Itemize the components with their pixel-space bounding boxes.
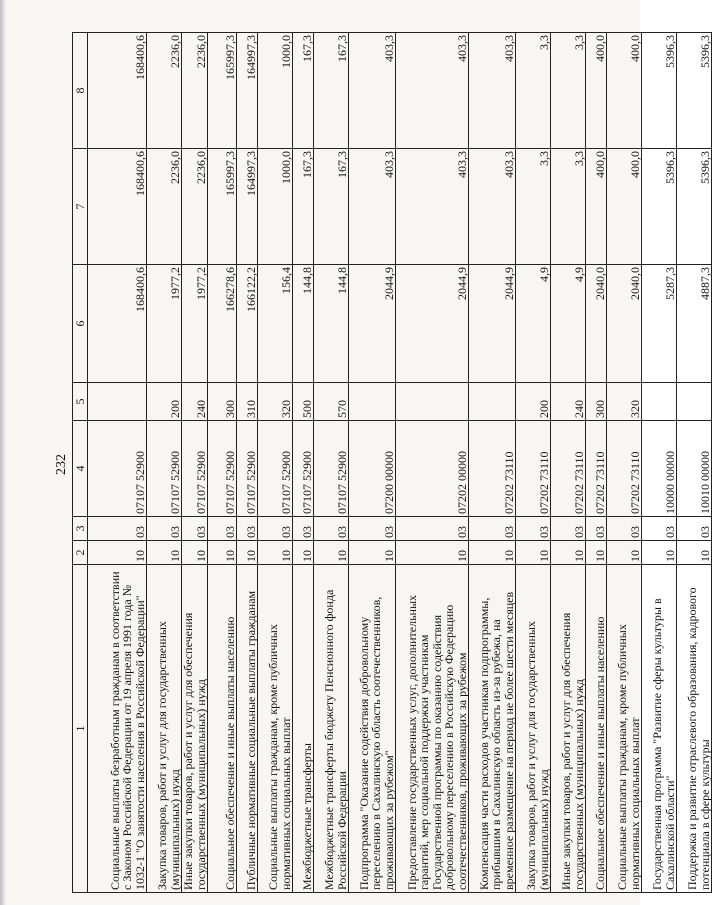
amount-col6-cell: 2044,9 [349, 265, 396, 383]
section-code-cell: 10 [607, 541, 642, 565]
amount-col7-cell: 403,3 [469, 149, 516, 265]
expense-type-cell: 320 [258, 383, 293, 421]
section-code-cell: 10 [293, 541, 314, 565]
row-name-cell: Социальные выплаты безработным гражданам в соответствии с Законом Российской Федерации от 19 апреля 1991 года № 1032-1 "О занятости населения в Российской Федерации" [88, 565, 147, 893]
table-row [469, 33, 516, 893]
table-row [586, 33, 607, 893]
table-row [677, 33, 712, 893]
table-row [607, 33, 642, 893]
target-article-cell: 10010 00000 [677, 421, 712, 517]
expense-type-cell: 240 [182, 383, 208, 421]
row-name-cell: Публичные нормативные социальные выплаты гражданам [237, 565, 258, 893]
table-row [237, 33, 258, 893]
table-row [147, 33, 182, 893]
subsection-code-cell: 03 [208, 517, 237, 541]
table-row [516, 33, 551, 893]
subsection-code-cell: 03 [586, 517, 607, 541]
subsection-code-cell: 03 [314, 517, 349, 541]
row-name-cell: Подпрограмма "Оказание содействия добровольному переселению в Сахалинскую область соотечественников, проживающих за рубежом" [349, 565, 396, 893]
table-row [642, 33, 677, 893]
target-article-cell: 07202 00000 [396, 421, 469, 517]
row-name-cell: Иные закупки товаров, работ и услуг для обеспечения государственных (муниципальных) нужд [551, 565, 586, 893]
header-cell: 3 [73, 517, 88, 541]
amount-col8-cell: 165997,3 [208, 33, 237, 149]
section-code-cell: 10 [677, 541, 712, 565]
amount-col7-cell: 400,0 [586, 149, 607, 265]
target-article-cell: 07107 52900 [293, 421, 314, 517]
row-name-cell: Социальное обеспечение и иные выплаты населению [208, 565, 237, 893]
row-name-cell: Закупка товаров, работ и услуг для государственных (муниципальных) нужд [516, 565, 551, 893]
section-code-cell: 10 [349, 541, 396, 565]
amount-col6-cell: 1977,2 [182, 265, 208, 383]
table-row [208, 33, 237, 893]
target-article-cell: 07107 52900 [88, 421, 147, 517]
expense-type-cell: 240 [551, 383, 586, 421]
section-code-cell: 10 [642, 541, 677, 565]
amount-col7-cell: 167,3 [293, 149, 314, 265]
amount-col6-cell: 2040,0 [586, 265, 607, 383]
section-code-cell: 10 [182, 541, 208, 565]
row-name-cell: Компенсация части расходов участникам подпрограммы, прибывшим в Сахалинскую область из-за рубежа, на временное размещение на период не более шести месяцев [469, 565, 516, 893]
page-number: 232 [54, 454, 69, 475]
amount-col8-cell: 2236,0 [182, 33, 208, 149]
expense-type-cell: 200 [516, 383, 551, 421]
table-row [349, 33, 396, 893]
table-row [88, 33, 147, 893]
table-row [293, 33, 314, 893]
amount-col6-cell: 2044,9 [396, 265, 469, 383]
amount-col7-cell: 2236,0 [147, 149, 182, 265]
budget-table [72, 32, 712, 893]
amount-col7-cell: 168400,6 [88, 149, 147, 265]
subsection-code-cell: 03 [88, 517, 147, 541]
header-cell: 8 [73, 33, 88, 149]
target-article-cell: 07200 00000 [349, 421, 396, 517]
expense-type-cell [349, 383, 396, 421]
amount-col8-cell: 2236,0 [147, 33, 182, 149]
section-code-cell: 10 [551, 541, 586, 565]
section-code-cell: 10 [147, 541, 182, 565]
binding-shadow [0, 0, 6, 905]
row-name-cell: Социальные выплаты гражданам, кроме публичных нормативных социальных выплат [607, 565, 642, 893]
amount-col8-cell: 3,3 [516, 33, 551, 149]
subsection-code-cell: 03 [349, 517, 396, 541]
amount-col6-cell: 2040,0 [607, 265, 642, 383]
amount-col8-cell: 403,3 [349, 33, 396, 149]
header-cell: 6 [73, 265, 88, 383]
expense-type-cell [469, 383, 516, 421]
table-row [314, 33, 349, 893]
table-row [258, 33, 293, 893]
amount-col8-cell: 5396,3 [642, 33, 677, 149]
row-name-cell: Социальное обеспечение и иные выплаты населению [586, 565, 607, 893]
target-article-cell: 07107 52900 [147, 421, 182, 517]
row-name-cell: Межбюджетные трансферты бюджету Пенсионного фонда Российской Федерации [314, 565, 349, 893]
subsection-code-cell: 03 [677, 517, 712, 541]
expense-type-cell: 310 [237, 383, 258, 421]
amount-col6-cell: 1977,2 [147, 265, 182, 383]
expense-type-cell [677, 383, 712, 421]
subsection-code-cell: 03 [516, 517, 551, 541]
header-cell: 7 [73, 149, 88, 265]
amount-col8-cell: 400,0 [586, 33, 607, 149]
amount-col6-cell: 144,8 [293, 265, 314, 383]
subsection-code-cell: 03 [551, 517, 586, 541]
header-row [73, 33, 88, 893]
amount-col7-cell: 2236,0 [182, 149, 208, 265]
amount-col7-cell: 400,0 [607, 149, 642, 265]
expense-type-cell: 500 [293, 383, 314, 421]
subsection-code-cell: 03 [607, 517, 642, 541]
section-code-cell: 10 [208, 541, 237, 565]
table-body [88, 33, 712, 893]
section-code-cell: 10 [88, 541, 147, 565]
subsection-code-cell: 03 [396, 517, 469, 541]
subsection-code-cell: 03 [293, 517, 314, 541]
table-row [182, 33, 208, 893]
header-cell: 1 [73, 565, 88, 893]
amount-col8-cell: 167,3 [293, 33, 314, 149]
section-code-cell: 10 [396, 541, 469, 565]
amount-col6-cell: 4887,3 [677, 265, 712, 383]
table-row [551, 33, 586, 893]
target-article-cell: 07202 73110 [469, 421, 516, 517]
amount-col6-cell: 5287,3 [642, 265, 677, 383]
expense-type-cell [88, 383, 147, 421]
target-article-cell: 07107 52900 [208, 421, 237, 517]
row-name-cell: Предоставление государственных услуг, дополнительных гарантий, мер социальной поддержки участникам Государственной программы по оказанию содействия добровольному переселению в Российскую Федерацию соотечественников, проживающих за рубежом [396, 565, 469, 893]
amount-col8-cell: 168400,6 [88, 33, 147, 149]
section-code-cell: 10 [237, 541, 258, 565]
amount-col6-cell: 166122,2 [237, 265, 258, 383]
row-name-cell: Поддержка и развитие отраслевого образования, кадрового потенциала в сфере культуры [677, 565, 712, 893]
amount-col8-cell: 400,0 [607, 33, 642, 149]
amount-col8-cell: 3,3 [551, 33, 586, 149]
target-article-cell: 07202 73110 [516, 421, 551, 517]
section-code-cell: 10 [586, 541, 607, 565]
expense-type-cell [642, 383, 677, 421]
expense-type-cell [396, 383, 469, 421]
table-row [396, 33, 469, 893]
section-code-cell: 10 [314, 541, 349, 565]
amount-col8-cell: 5396,3 [677, 33, 712, 149]
subsection-code-cell: 03 [258, 517, 293, 541]
row-name-cell: Межбюджетные трансферты [293, 565, 314, 893]
expense-type-cell: 200 [147, 383, 182, 421]
expense-type-cell: 300 [586, 383, 607, 421]
section-code-cell: 10 [516, 541, 551, 565]
expense-type-cell: 570 [314, 383, 349, 421]
row-name-cell: Иные закупки товаров, работ и услуг для обеспечения государственных (муниципальных) нужд [182, 565, 208, 893]
amount-col7-cell: 5396,3 [642, 149, 677, 265]
section-code-cell: 10 [258, 541, 293, 565]
amount-col7-cell: 165997,3 [208, 149, 237, 265]
target-article-cell: 07202 73110 [551, 421, 586, 517]
section-code-cell: 10 [469, 541, 516, 565]
row-name-cell: Социальные выплаты гражданам, кроме публичных нормативных социальных выплат [258, 565, 293, 893]
amount-col6-cell: 156,4 [258, 265, 293, 383]
amount-col8-cell: 164997,3 [237, 33, 258, 149]
subsection-code-cell: 03 [182, 517, 208, 541]
amount-col7-cell: 164997,3 [237, 149, 258, 265]
target-article-cell: 07107 52900 [182, 421, 208, 517]
subsection-code-cell: 03 [237, 517, 258, 541]
amount-col8-cell: 403,3 [396, 33, 469, 149]
subsection-code-cell: 03 [642, 517, 677, 541]
target-article-cell: 07107 52900 [314, 421, 349, 517]
subsection-code-cell: 03 [469, 517, 516, 541]
amount-col6-cell: 166278,6 [208, 265, 237, 383]
amount-col8-cell: 403,3 [469, 33, 516, 149]
header-cell: 2 [73, 541, 88, 565]
amount-col6-cell: 168400,6 [88, 265, 147, 383]
amount-col6-cell: 144,8 [314, 265, 349, 383]
header-cell: 4 [73, 421, 88, 517]
amount-col7-cell: 403,3 [396, 149, 469, 265]
target-article-cell: 10000 00000 [642, 421, 677, 517]
target-article-cell: 07107 52900 [258, 421, 293, 517]
amount-col6-cell: 4,9 [516, 265, 551, 383]
amount-col6-cell: 4,9 [551, 265, 586, 383]
amount-col7-cell: 1000,0 [258, 149, 293, 265]
amount-col7-cell: 5396,3 [677, 149, 712, 265]
subsection-code-cell: 03 [147, 517, 182, 541]
target-article-cell: 07107 52900 [237, 421, 258, 517]
rotated-document [52, 33, 712, 893]
expense-type-cell: 300 [208, 383, 237, 421]
target-article-cell: 07202 73110 [607, 421, 642, 517]
target-article-cell: 07202 73110 [586, 421, 607, 517]
amount-col7-cell: 167,3 [314, 149, 349, 265]
row-name-cell: Государственная программа "Развитие сферы культуры в Сахалинской области" [642, 565, 677, 893]
expense-type-cell: 320 [607, 383, 642, 421]
amount-col7-cell: 403,3 [349, 149, 396, 265]
amount-col7-cell: 3,3 [516, 149, 551, 265]
amount-col6-cell: 2044,9 [469, 265, 516, 383]
amount-col7-cell: 3,3 [551, 149, 586, 265]
header-cell: 5 [73, 383, 88, 421]
amount-col8-cell: 1000,0 [258, 33, 293, 149]
amount-col8-cell: 167,3 [314, 33, 349, 149]
row-name-cell: Закупка товаров, работ и услуг для государственных (муниципальных) нужд [147, 565, 182, 893]
